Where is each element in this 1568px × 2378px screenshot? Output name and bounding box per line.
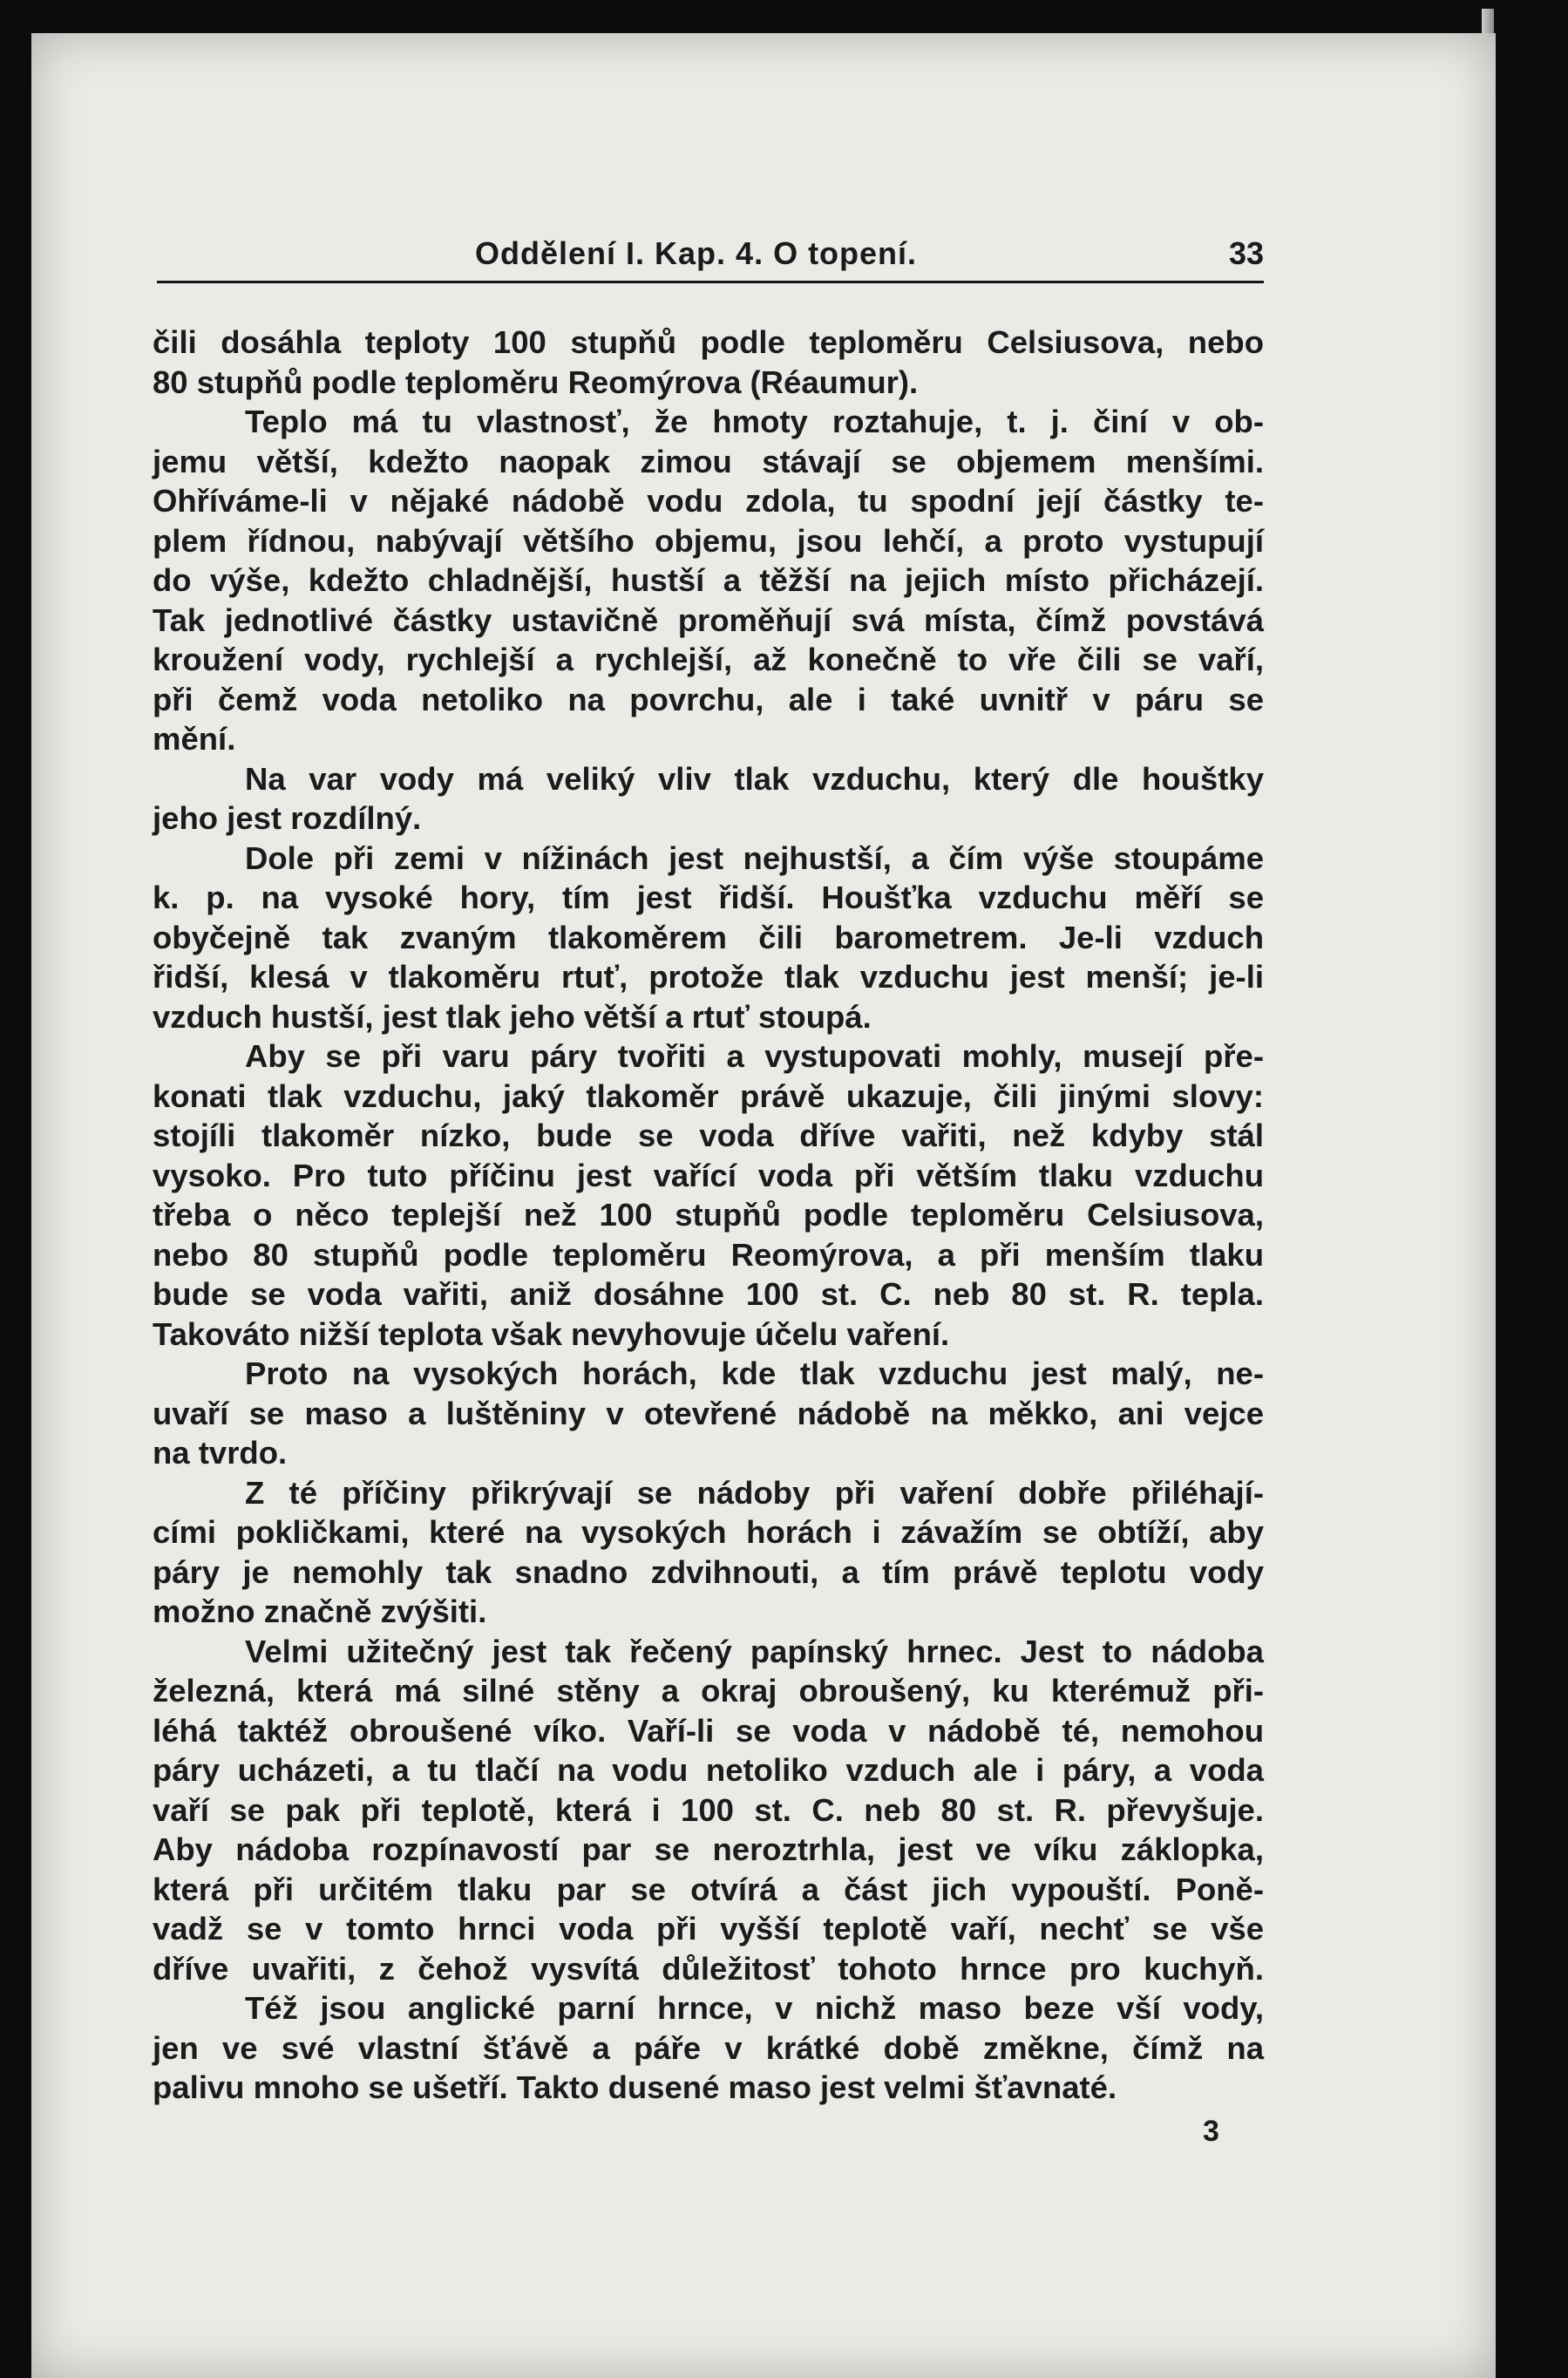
text-line: kroužení vody, rychlejší a rychlejší, až konečně to vře čili se vaří, — [153, 642, 1264, 677]
text-line: jemu větší, kdežto naopak zimou stávají se objemem menšími. — [153, 443, 1264, 479]
text-line: Z té příčiny přikrývají se nádoby při vaření dobře přiléhají- — [245, 1474, 1264, 1511]
text-line: Na var vody má veliký vliv tlak vzduchu, který dle houštky — [245, 760, 1264, 797]
text-line: Ohříváme-li v nějaké nádobě vodu zdola, tu spodní její částky te- — [153, 483, 1264, 519]
text-line: Proto na vysokých horách, kde tlak vzduchu jest malý, ne- — [245, 1355, 1264, 1391]
text-line: Též jsou anglické parní hrnce, v nichž maso beze vší vody, — [245, 1990, 1264, 2026]
text-line: uvaří se maso a luštěniny v otevřené nádobě na měkko, ani vejce — [153, 1395, 1264, 1431]
text-line: železná, která má silné stěny a okraj obroušený, ku kterémuž při- — [153, 1673, 1264, 1709]
text-line: Aby nádoba rozpínavostí par se neroztrhla, jest ve víku záklopka, — [153, 1831, 1264, 1867]
text-line: plem řídnou, nabývají většího objemu, jsou lehčí, a proto vystupují — [153, 522, 1264, 559]
text-line: Tak jednotlivé částky ustavičně proměňují svá místa, čímž povstává — [153, 601, 1264, 638]
text-line: řidší, klesá v tlakoměru rtuť, protože tlak vzduchu jest menší; je-li — [153, 959, 1264, 995]
text-line: do výše, kdežto chladnější, hustší a těžší na jejich místo přicházejí. — [153, 562, 1264, 598]
text-line: dříve uvařiti, z čehož vysvítá důležitosť tohoto hrnce pro kuchyň. — [153, 1950, 1264, 1987]
text-line: vzduch hustší, jest tlak jeho větší a rtuť stoupá. — [153, 998, 872, 1035]
text-line: jen ve své vlastní šťávě a páře v krátké době změkne, čímž na — [153, 2029, 1264, 2066]
text-line: bude se voda vařiti, aniž dosáhne 100 st. C. neb 80 st. R. tepla. — [153, 1276, 1264, 1312]
text-line: třeba o něco teplejší než 100 stupňů podle teploměru Celsiusova, — [153, 1197, 1264, 1233]
text-line: při čemž voda netoliko na povrchu, ale i také uvnitř v páru se — [153, 681, 1264, 717]
text-line: obyčejně tak zvaným tlakoměrem čili barometrem. Je-li vzduch — [153, 919, 1264, 955]
text-line: stojíli tlakoměr nízko, bude se voda dříve vařiti, než kdyby stál — [153, 1118, 1264, 1153]
text-line: vysoko. Pro tuto příčinu jest vařící voda při větším tlaku vzduchu — [153, 1157, 1264, 1193]
text-line: Aby se při varu páry tvořiti a vystupovati mohly, musejí pře- — [245, 1038, 1264, 1074]
text-line: Teplo má tu vlastnosť, že hmoty roztahuje, t. j. činí v ob- — [245, 404, 1264, 439]
text-line: nebo 80 stupňů podle teploměru Reomýrova, a při menším tlaku — [153, 1236, 1264, 1273]
text-line: možno značně zvýšiti. — [153, 1593, 487, 1629]
text-line: palivu mnoho se ušetří. Takto dusené maso jest velmi šťavnaté. — [153, 2069, 1117, 2105]
text-line: konati tlak vzduchu, jaký tlakoměr právě ukazuje, čili jinými slovy: — [153, 1077, 1264, 1114]
text-line: Takováto nižší teplota však nevyhovuje účelu vaření. — [153, 1315, 950, 1352]
text-line: jeho jest rozdílný. — [153, 800, 422, 836]
text-line: cími pokličkami, které na vysokých horách i závažím se obtíží, aby — [153, 1514, 1264, 1550]
signature-mark: 3 — [1203, 2115, 1219, 2148]
text-line: páry ucházeti, a tu tlačí na vodu netoliko vzduch ale i páry, a voda — [153, 1752, 1264, 1788]
text-line: 80 stupňů podle teploměru Reomýrova (Réaumur). — [153, 363, 919, 400]
page-number: 33 — [1228, 235, 1264, 271]
text-line: léhá taktéž obroušené víko. Vaří-li se voda v nádobě té, nemohou — [153, 1712, 1264, 1749]
text-line: na tvrdo. — [153, 1435, 288, 1471]
body-text — [153, 323, 1264, 2108]
text-line: která při určitém tlaku par se otvírá a část jich vypouští. Poně- — [153, 1871, 1264, 1907]
text-line: mění. — [153, 721, 236, 757]
text-line: Velmi užitečný jest tak řečený papínský hrnec. Jest to nádoba — [245, 1633, 1264, 1669]
text-line: vadž se v tomto hrnci voda při vyšší teplotě vaří, nechť se vše — [153, 1911, 1264, 1947]
running-head: Oddělení I. Kap. 4. O topení. — [475, 235, 918, 271]
text-line: vaří se pak při teplotě, která i 100 st. C. neb 80 st. R. převyšuje. — [153, 1791, 1264, 1828]
page-header — [157, 228, 1264, 283]
text-line: páry je nemohly tak snadno zdvihnouti, a tím právě teplotu vody — [153, 1553, 1264, 1590]
text-line: Dole při zemi v nížinách jest nejhustší, a čím výše stoupáme — [245, 839, 1264, 876]
text-line: k. p. na vysoké hory, tím jest řidší. Houšťka vzduchu měří se — [153, 880, 1264, 915]
text-line: čili dosáhla teploty 100 stupňů podle teploměru Celsiusova, nebo — [153, 324, 1264, 360]
